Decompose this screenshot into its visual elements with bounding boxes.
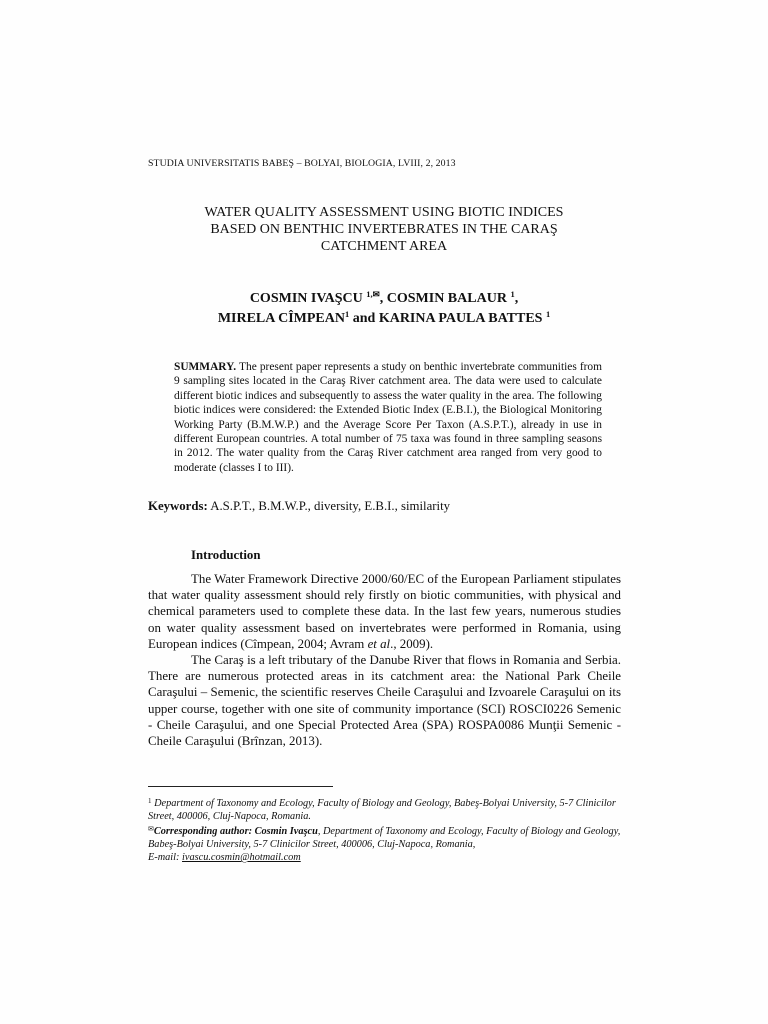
section-heading-introduction: Introduction [191, 548, 261, 562]
paragraph [148, 571, 621, 652]
keywords-text: A.S.P.T., B.M.W.P., diversity, E.B.I., similarity [210, 499, 451, 513]
footnote-affiliation [148, 795, 622, 823]
paper-title [148, 204, 620, 255]
author-name: KARINA PAULA BATTES [378, 311, 543, 326]
email-label: E-mail: [148, 852, 183, 863]
summary-text: The present paper represents a study on benthic invertebrate communities from 9 sampling sites located in the Caraş River catchment area. The data were used to calculate different biotic indices and subsequently to assess the water quality in the area. The following biotic indices were considered: the Extended Biotic Index (E.B.I.), the Biological Monitoring Working Party (B.M.W.P.) and the Average Score Per Taxon (A.S.P.T.), already in use in different European countries. A total number of 75 taxa was found in three sampling seasons in 2012. The water quality from the Caraş River catchment area ranged from very good to moderate (classes I to III). [174, 361, 602, 474]
keywords-line [148, 499, 450, 514]
author-name: MIRELA CÎMPEAN [217, 311, 345, 326]
journal-header: STUDIA UNIVERSITATIS BABEŞ – BOLYAI, BIOLOGIA, LVIII, 2, 2013 [148, 158, 456, 169]
footnote-mark: 1 [148, 797, 152, 805]
title-line-1: WATER QUALITY ASSESSMENT USING BIOTIC INDICES [204, 205, 564, 220]
footnote-divider [148, 786, 333, 787]
footnote-text: Department of Taxonomy and Ecology, Faculty of Biology and Geology, Babeş-Bolyai University, 5-7 Clinicilor Street, 400006, Cluj-Napoca, Romania. [148, 798, 616, 822]
author-separator: , [379, 291, 387, 306]
author-name: COSMIN IVAŞCU [249, 291, 363, 306]
author-affiliation-mark: 1 [344, 309, 350, 319]
author-list [148, 289, 620, 329]
summary-label: SUMMARY. [174, 361, 237, 373]
paragraph-text-end: ., 2009). [390, 636, 434, 651]
paragraph-text: The Water Framework Directive 2000/60/EC of the European Parliament stipulates that water quality assessment should rely firstly on biotic communities, with physical and chemical parameters used to complete these data. In the last few years, numerous studies on water quality assessment based on invertebrates were performed in Romania, using European indices (Cîmpean, 2004; Avram [148, 572, 621, 651]
paragraph: The Caraş is a left tributary of the Danube River that flows in Romania and Serbia. There are numerous protected areas in its catchment area: the National Park Cheile Caraşului – Semenic, the scientific reserves Cheile Caraşului and Izvoarele Caraşului on its upper course, together with one site of community importance (SCI) ROSCI0226 Semenic - Cheile Caraşului, and one Special Protected Area (SPA) ROSPA0086 Munţii Semenic - Cheile Caraşului (Brînzan, 2013). [148, 653, 621, 749]
author-name: COSMIN BALAUR [386, 291, 507, 306]
footnote-text: , Department of Taxonomy and Ecology, Faculty of Biology and Geology, Babeş-Bolyai University, 5-7 Clinicilor Street, 400006, Cluj-Napoca, Romania, [148, 826, 621, 850]
title-line-3: CATCHMENT AREA [320, 239, 448, 254]
author-conjunction: and [349, 311, 379, 326]
author-line-1 [148, 289, 620, 309]
summary-block [174, 360, 602, 475]
author-line-2 [148, 309, 620, 329]
author-affiliation-mark: 1,✉ [366, 289, 380, 299]
author-affiliation-mark: 1 [510, 289, 515, 299]
author-separator: , [514, 291, 519, 306]
keywords-label: Keywords: [148, 499, 208, 513]
email-link[interactable]: ivascu.cosmin@hotmail.com [182, 852, 301, 863]
footnote-corresponding-author [148, 823, 622, 864]
introduction-body [148, 571, 621, 749]
corresponding-author-label: Corresponding author: Cosmin Ivaşcu [153, 826, 318, 837]
title-line-2: BASED ON BENTHIC INVERTEBRATES IN THE CARAŞ [210, 222, 558, 237]
author-affiliation-mark: 1 [545, 309, 551, 319]
envelope-icon: ✉ [148, 825, 154, 833]
footnotes [148, 795, 622, 864]
citation-etal: et al [367, 636, 391, 651]
